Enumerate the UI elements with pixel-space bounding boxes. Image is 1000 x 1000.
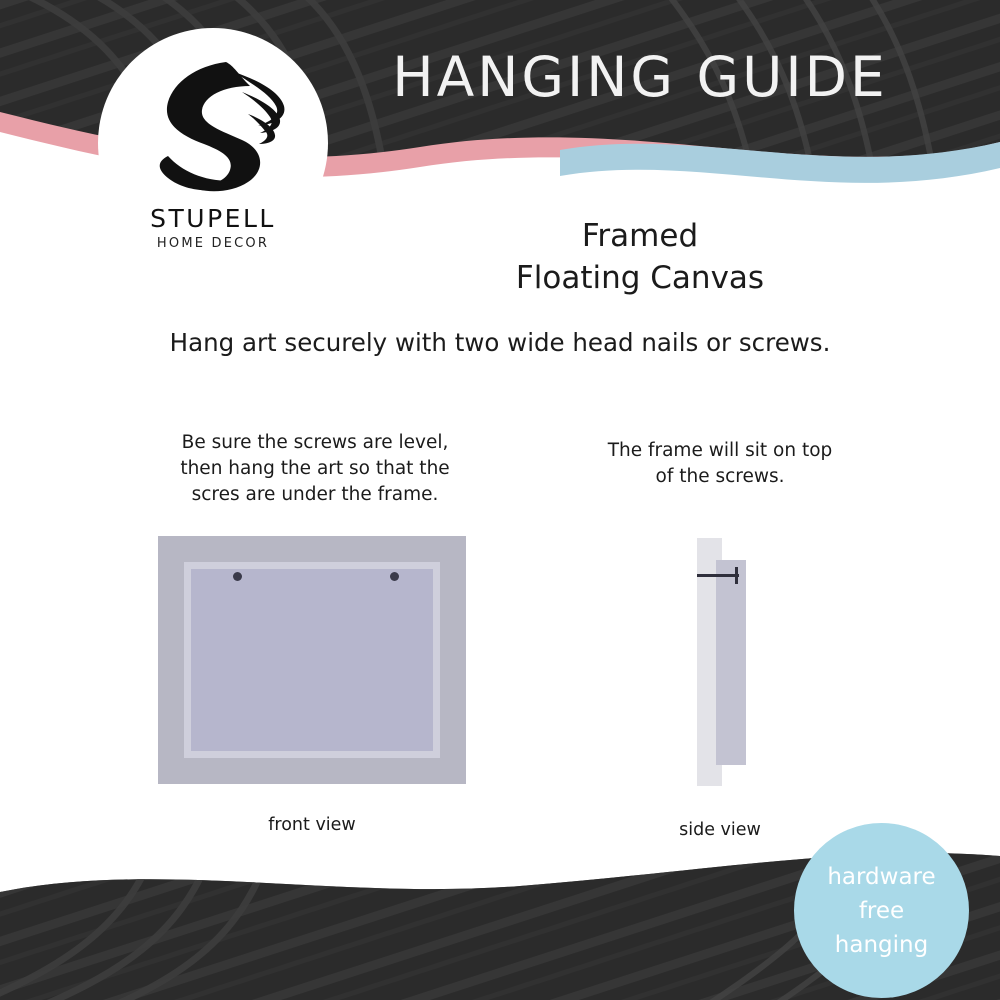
screw-right-icon	[390, 572, 399, 581]
logo-subtitle: HOME DECOR	[156, 236, 270, 251]
side-view-screw-icon	[697, 574, 739, 577]
front-view-panel	[130, 430, 500, 508]
front-view-caption-line-1: Be sure the screws are level,	[181, 432, 449, 453]
badge-line-3: hanging	[834, 931, 929, 958]
front-view-canvas-inset	[184, 562, 440, 758]
side-view-label: side view	[679, 820, 761, 840]
product-title-line-1: Framed	[581, 218, 699, 254]
front-view-caption	[130, 430, 500, 508]
side-view-caption-line-2: of the screws.	[655, 466, 785, 487]
product-title-line-2: Floating Canvas	[515, 260, 765, 296]
side-view-caption	[560, 438, 880, 490]
product-title	[330, 215, 950, 299]
badge-line-2: free	[858, 897, 905, 924]
side-view-screw-head-icon	[735, 567, 738, 584]
front-view-caption-line-2: then hang the art so that the	[180, 458, 450, 479]
front-view-label: front view	[268, 815, 356, 835]
logo-name: STUPELL	[150, 204, 276, 233]
logo	[98, 28, 328, 258]
side-view-caption-line-1: The frame will sit on top	[607, 440, 833, 461]
front-view-diagram	[158, 536, 466, 784]
front-view-caption-line-3: scres are under the frame.	[191, 484, 439, 505]
main-instruction: Hang art securely with two wide head nails or screws.	[169, 328, 831, 357]
hardware-free-badge-text	[827, 860, 935, 962]
screw-left-icon	[233, 572, 242, 581]
swirl-logo-icon	[138, 58, 288, 198]
side-view-panel	[560, 438, 880, 490]
hardware-free-badge	[794, 823, 969, 998]
page-title: HANGING GUIDE	[392, 45, 888, 109]
badge-line-1: hardware	[827, 863, 936, 890]
side-view-frame	[716, 560, 746, 765]
